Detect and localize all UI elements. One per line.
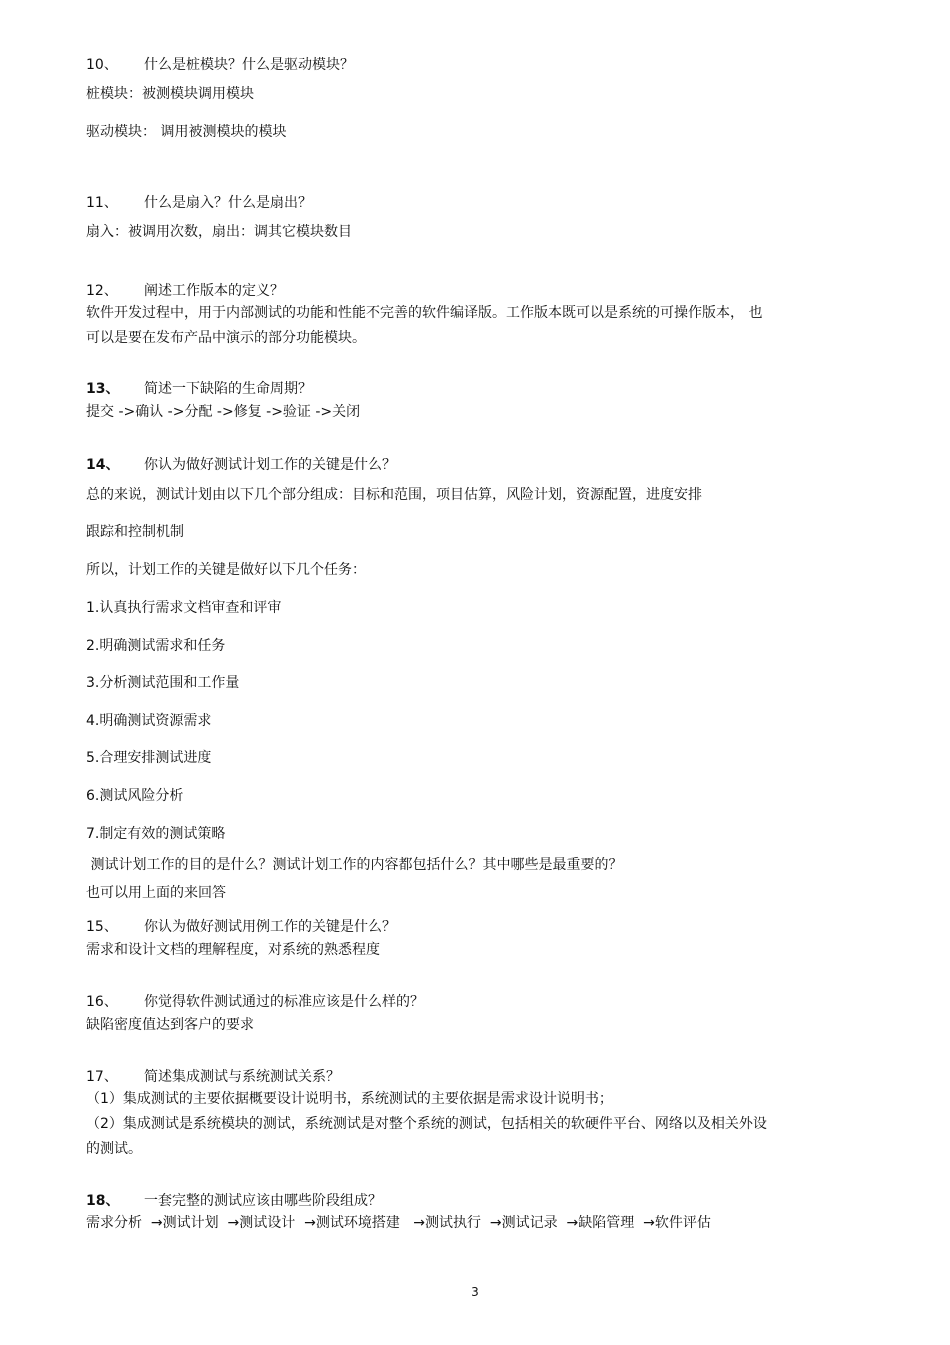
- answer-line: 所以，计划工作的关键是做好以下几个任务：: [86, 562, 366, 578]
- answer-line: 需求分析 →测试计划 →测试设计 →测试环境搭建 →测试执行 →测试记录 →缺陷管理 →软件评估: [86, 1215, 711, 1231]
- question-number: 15、: [86, 919, 118, 935]
- list-item: 5.合理安排测试进度: [86, 750, 212, 766]
- question-12: [86, 282, 284, 300]
- answer-line: 缺陷密度值达到客户的要求: [86, 1017, 254, 1033]
- answer-line: 软件开发过程中，用于内部测试的功能和性能不完善的软件编译版。工作版本既可以是系统的可操作版本， 也: [86, 305, 763, 321]
- answer-line: 提交 ->确认 ->分配 ->修复 ->验证 ->关闭: [86, 404, 361, 420]
- answer-line: 桩模块：被测模块调用模块: [86, 86, 254, 102]
- question-text: 什么是扇入？什么是扇出？: [144, 195, 312, 211]
- question-10: [86, 56, 354, 74]
- question-text: 简述集成测试与系统测试关系？: [144, 1069, 340, 1085]
- list-item: 3.分析测试范围和工作量: [86, 675, 240, 691]
- question-text: 你认为做好测试用例工作的关键是什么？: [144, 919, 396, 935]
- question-text: 你认为做好测试计划工作的关键是什么？: [144, 457, 396, 473]
- question-number: 17、: [86, 1069, 118, 1085]
- answer-line: 的测试。: [86, 1141, 142, 1157]
- list-item: 2.明确测试需求和任务: [86, 638, 226, 654]
- answer-line: 需求和设计文档的理解程度，对系统的熟悉程度: [86, 942, 380, 958]
- question-15: [86, 918, 396, 936]
- answer-line: （2）集成测试是系统模块的测试，系统测试是对整个系统的测试，包括相关的软硬件平台、网络以及相关外设: [86, 1116, 767, 1132]
- question-14: [86, 456, 396, 474]
- list-item: 7.制定有效的测试策略: [86, 826, 226, 842]
- question-number: 16、: [86, 994, 118, 1010]
- answer-line: 扇入：被调用次数，扇出：调其它模块数目: [86, 224, 352, 240]
- question-text: 你觉得软件测试通过的标准应该是什么样的？: [144, 994, 424, 1010]
- answer-line: 可以是要在发布产品中演示的部分功能模块。: [86, 330, 366, 346]
- list-item: 4.明确测试资源需求: [86, 713, 212, 729]
- question-13: [86, 380, 312, 398]
- question-17: [86, 1068, 340, 1086]
- question-text: 什么是桩模块？什么是驱动模块？: [144, 57, 354, 73]
- list-item: 1.认真执行需求文档审查和评审: [86, 600, 282, 616]
- question-text: 一套完整的测试应该由哪些阶段组成？: [144, 1193, 382, 1209]
- answer-line: 也可以用上面的来回答: [86, 885, 226, 901]
- question-number: 10、: [86, 57, 118, 73]
- question-number: 12、: [86, 283, 118, 299]
- question-number: 13、: [86, 381, 120, 397]
- question-16: [86, 993, 424, 1011]
- list-item: 6.测试风险分析: [86, 788, 184, 804]
- answer-line: 跟踪和控制机制: [86, 524, 184, 540]
- question-18: [86, 1192, 382, 1210]
- question-number: 11、: [86, 195, 118, 211]
- page-number: 3: [471, 1285, 479, 1299]
- question-number: 14、: [86, 457, 120, 473]
- answer-line: 驱动模块： 调用被测模块的模块: [86, 124, 287, 140]
- answer-line: （1）集成测试的主要依据概要设计说明书，系统测试的主要依据是需求设计说明书；: [86, 1091, 613, 1107]
- question-number: 18、: [86, 1193, 120, 1209]
- question-text: 简述一下缺陷的生命周期？: [144, 381, 312, 397]
- question-11: [86, 194, 312, 212]
- answer-line: 总的来说，测试计划由以下几个部分组成：目标和范围，项目估算，风险计划，资源配置，进度安排: [86, 487, 702, 503]
- sub-question: 测试计划工作的目的是什么？测试计划工作的内容都包括什么？其中哪些是最重要的？: [86, 857, 623, 873]
- question-text: 阐述工作版本的定义？: [144, 283, 284, 299]
